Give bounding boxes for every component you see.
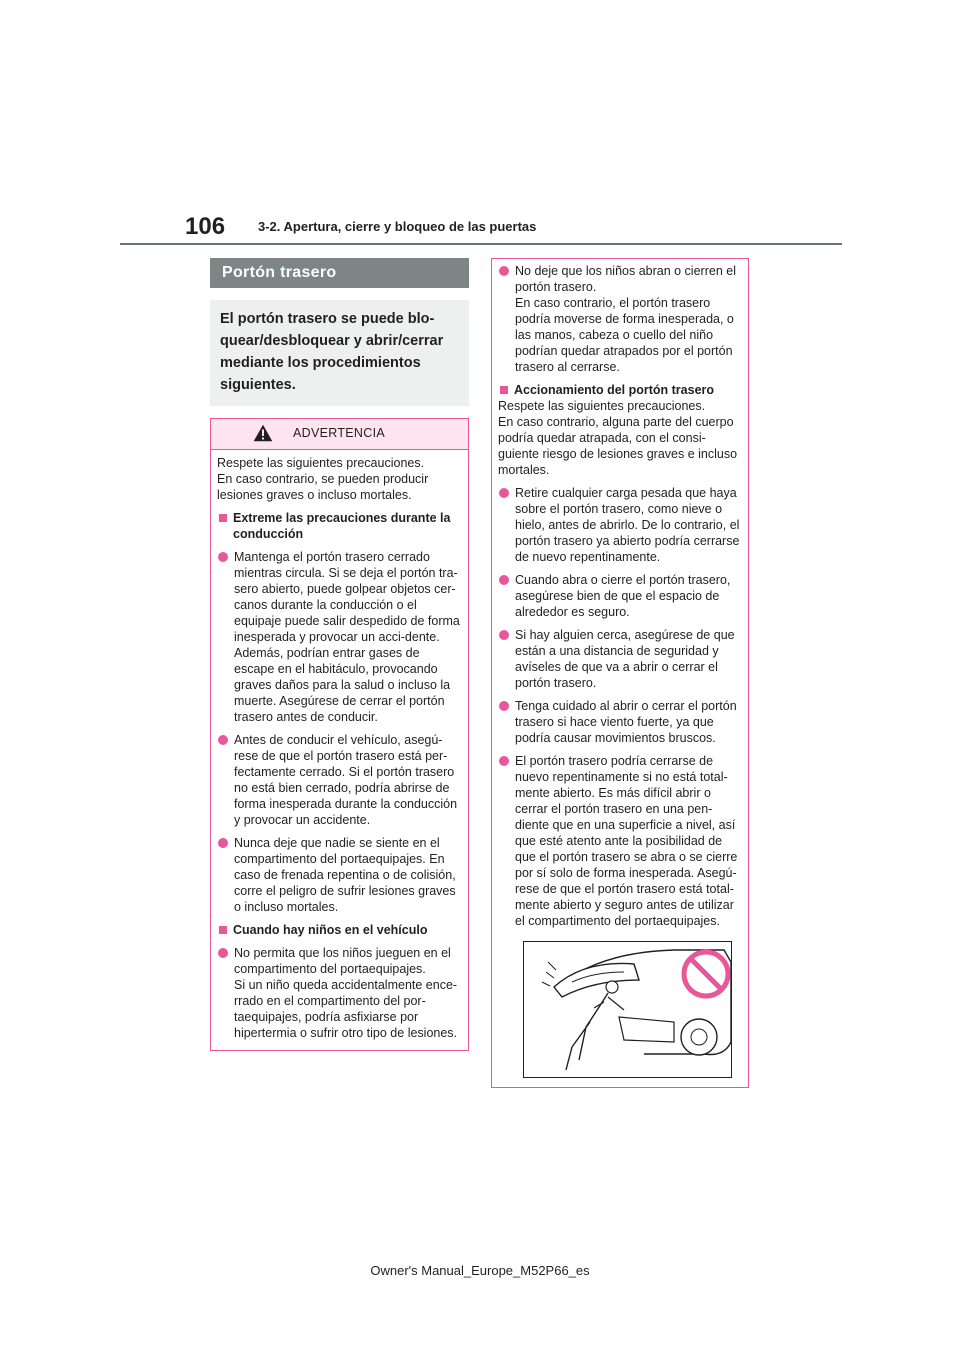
list-item xyxy=(498,485,742,565)
tailgate-illustration xyxy=(523,941,732,1078)
warning-lead: Respete las siguientes precauciones. En caso contrario, se pueden producir lesiones graves o incluso mortales. xyxy=(217,456,429,502)
list-item-text: El portón trasero podría cerrarse de nuevo repentinamente si no está total-mente abierto. Es más difícil abrir o cerrar el portón trasero en una pen-diente que en una superficie a nivel, así que esté atento ante la posibilidad de que el portón trasero se abra o se cierre por sí solo de forma inesperada. Asegú-rese de que el portón trasero está total-mente abierto y seguro antes de utilizar el compartimento del portaequipajes. xyxy=(515,754,738,928)
list-item-text: Mantenga el portón trasero cerrado mientras circula. Si se deja el portón tra-sero abierto, puede golpear objetos cer-canos durante la conducción o el equipaje puede salir despedido de forma inesperada y provocar un acci-dente. Además, podrían entrar gases de escape en el habitáculo, provocando graves daños para la salud o incluso la muerte. Asegúrese de cerrar el portón trasero antes de conducir. xyxy=(234,550,460,724)
list-item xyxy=(498,627,742,691)
round-bullet-icon xyxy=(499,701,509,711)
round-bullet-icon xyxy=(218,735,228,745)
list-item-text: No permita que los niños jueguen en el compartimento del portaequipajes. Si un niño queda accidentalmente ence-rrado en el compartimento del por-taequipajes, podría asfixiarse por hipertermia o sufrir otro tipo de lesiones. xyxy=(234,946,458,1040)
subhead-driving xyxy=(217,510,462,542)
square-bullet-icon xyxy=(219,926,227,934)
round-bullet-icon xyxy=(499,630,509,640)
subhead-text: Extreme las precauciones durante la conducción xyxy=(233,511,451,541)
header-rule xyxy=(120,243,842,245)
list-item xyxy=(498,263,742,375)
list-item xyxy=(498,753,742,929)
list-item-text: Antes de conducir el vehículo, asegú-rese de que el portón trasero está per-fectamente cerrado. Si el portón trasero no está bien cerrado, podría abrirse de forma inesperada durante la conducción y provocar un accidente. xyxy=(234,733,458,827)
footer-manual-id: Owner's Manual_Europe_M52P66_es xyxy=(370,1263,590,1278)
warning-lead: Respete las siguientes precauciones. En caso contrario, alguna parte del cuerpo podría quedar atrapada, con el consi-guiente riesgo de lesiones graves e incluso mortales. xyxy=(498,399,738,477)
square-bullet-icon xyxy=(500,386,508,394)
list-item xyxy=(217,732,462,828)
subhead-operation xyxy=(498,382,742,398)
list-item xyxy=(217,945,462,1041)
section-heading: Portón trasero xyxy=(210,258,469,288)
left-column xyxy=(210,258,469,1051)
list-item xyxy=(498,698,742,746)
list-item-text: Cuando abra o cierre el portón trasero, asegúrese bien de que el espacio de alrededor es seguro. xyxy=(515,573,731,619)
right-column xyxy=(491,258,749,1088)
round-bullet-icon xyxy=(499,266,509,276)
subhead-text: Accionamiento del portón trasero xyxy=(514,383,715,397)
list-item-text: Retire cualquier carga pesada que haya sobre el portón trasero, como nieve o hielo, antes de abrirlo. De lo contrario, el portón trasero ya abierto podría cerrarse de nuevo repentinamente. xyxy=(515,486,740,564)
list-item-text: No deje que los niños abran o cierren el portón trasero. En caso contrario, el portón trasero podría moverse de forma inesperada, o las manos, cabeza o cuello del niño podrían quedar atrapados por el portón trasero al cerrarse. xyxy=(515,264,736,374)
list-item-text: Si hay alguien cerca, asegúrese de que están a una distancia de seguridad y avíseles de que va a abrir o cerrar el portón trasero. xyxy=(515,628,735,690)
list-item-text: Nunca deje que nadie se siente en el compartimento del portaequipajes. En caso de frenada repentina o de colisión, corre el peligro de sufrir lesiones graves o incluso mortales. xyxy=(234,836,456,914)
round-bullet-icon xyxy=(499,756,509,766)
warning-triangle-icon xyxy=(253,424,273,442)
round-bullet-icon xyxy=(218,552,228,562)
chapter-title: 3-2. Apertura, cierre y bloqueo de las puertas xyxy=(258,219,537,234)
list-item xyxy=(498,572,742,620)
warning-body xyxy=(211,450,468,1050)
round-bullet-icon xyxy=(218,838,228,848)
round-bullet-icon xyxy=(499,575,509,585)
page-number: 106 xyxy=(185,213,226,240)
warning-body xyxy=(492,259,748,1087)
warning-header xyxy=(211,419,468,450)
warning-box-right xyxy=(491,258,749,1088)
tailgate-drawing xyxy=(524,942,731,1077)
list-item xyxy=(217,549,462,725)
round-bullet-icon xyxy=(499,488,509,498)
intro-box: El portón trasero se puede blo-quear/desbloquear y abrir/cerrar mediante los procedimientos siguientes. xyxy=(210,300,469,406)
warning-title: ADVERTENCIA xyxy=(293,426,385,440)
subhead-text: Cuando hay niños en el vehículo xyxy=(233,923,428,937)
list-item xyxy=(217,835,462,915)
list-item-text: Tenga cuidado al abrir o cerrar el portón trasero si hace viento fuerte, ya que podría causar movimientos bruscos. xyxy=(515,699,737,745)
square-bullet-icon xyxy=(219,514,227,522)
warning-box-left xyxy=(210,418,469,1051)
subhead-children xyxy=(217,922,462,938)
round-bullet-icon xyxy=(218,948,228,958)
